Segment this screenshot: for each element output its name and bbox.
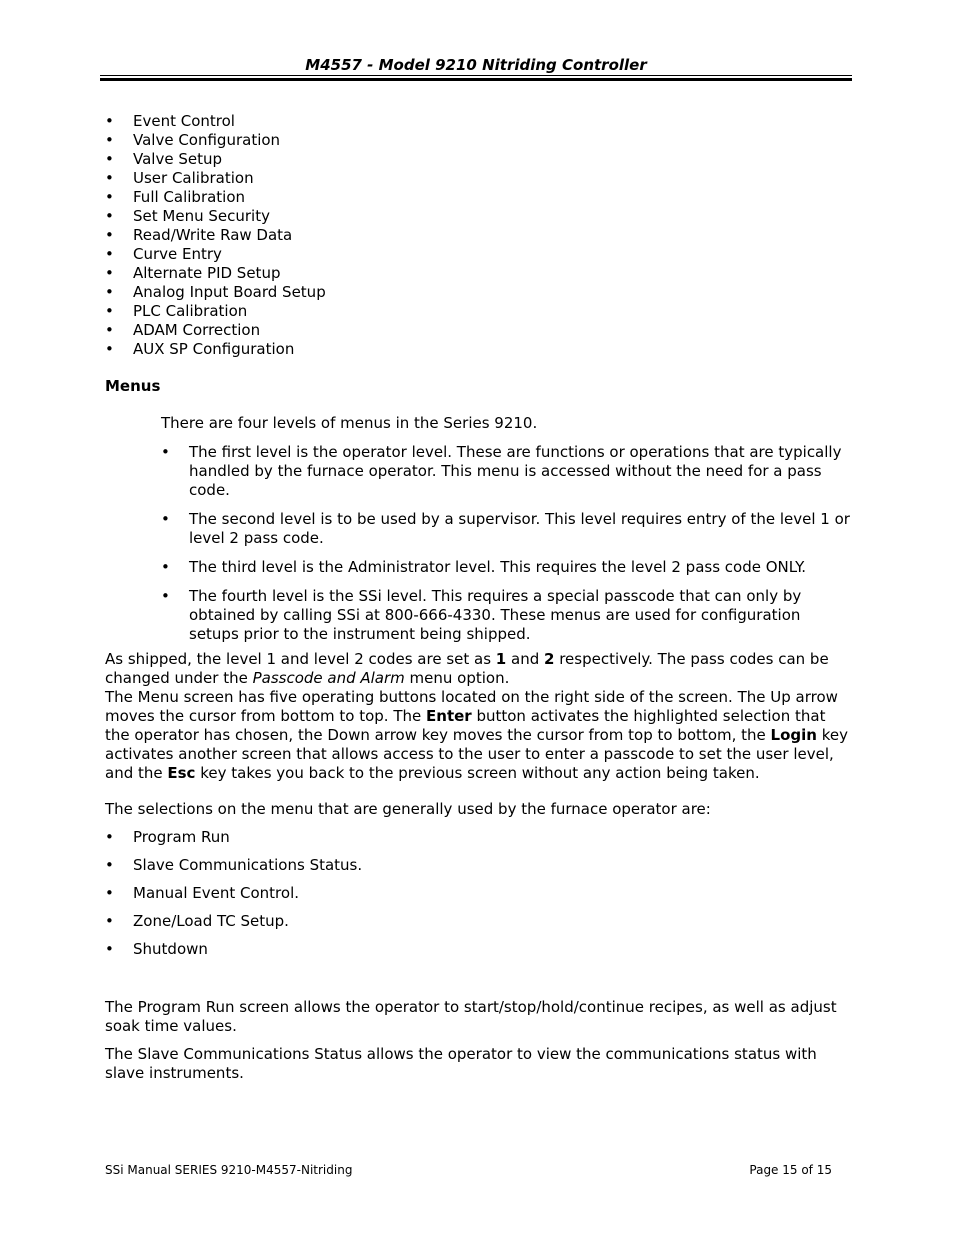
page-header-title: M4557 - Model 9210 Nitriding Controller <box>305 56 647 74</box>
list-item: • Zone/Load TC Setup. <box>105 912 362 931</box>
list-item: • AUX SP Configuration <box>105 340 326 359</box>
operator-selections-list <box>105 828 362 968</box>
list-item: • ADAM Correction <box>105 321 326 340</box>
header-rule-thick <box>100 78 852 81</box>
list-item: • Valve Configuration <box>105 131 326 150</box>
list-item: • Valve Setup <box>105 150 326 169</box>
list-item: • Curve Entry <box>105 245 326 264</box>
list-item: • PLC Calibration <box>105 302 326 321</box>
list-item: • The first level is the operator level. These are functions or operations that are typically handled by the furnace operator. This menu is accessed without the need for a pass code. <box>161 443 851 500</box>
menu-screen-paragraph: The Menu screen has five operating buttons located on the right side of the screen. The Up arrow moves the cursor from bottom to top. The Enter button activates the highlighted selection that the operator has chosen, the Down arrow key moves the cursor from top to bottom, the Login key activates another screen that allows access to the user to enter a passcode to set the user level, and the Esc key takes you back to the previous screen without any action being taken. <box>105 688 848 782</box>
menu-levels-list <box>161 443 851 654</box>
list-item: • User Calibration <box>105 169 326 188</box>
list-item: • Read/Write Raw Data <box>105 226 326 245</box>
list-item: • Shutdown <box>105 940 362 959</box>
feature-list <box>105 112 326 359</box>
program-run-paragraph: The Program Run screen allows the operator to start/stop/hold/continue recipes, as well as adjust soak time values. <box>105 998 837 1035</box>
footer-page-number: Page 15 of 15 <box>749 1163 832 1177</box>
slave-communications-paragraph: The Slave Communications Status allows the operator to view the communications status with slave instruments. <box>105 1045 817 1082</box>
list-item: • The second level is to be used by a supervisor. This level requires entry of the level 1 or level 2 pass code. <box>161 510 851 548</box>
list-item: • Event Control <box>105 112 326 131</box>
list-item: • Full Calibration <box>105 188 326 207</box>
list-item: • Alternate PID Setup <box>105 264 326 283</box>
selections-intro: The selections on the menu that are generally used by the furnace operator are: <box>105 800 711 818</box>
list-item: • The fourth level is the SSi level. This requires a special passcode that can only by obtained by calling SSi at 800-666-4330. These menus are used for configuration setups prior to the instrument being shipped. <box>161 587 851 644</box>
list-item: • Analog Input Board Setup <box>105 283 326 302</box>
menus-heading: Menus <box>105 377 161 395</box>
list-item: • The third level is the Administrator level. This requires the level 2 pass code ONLY. <box>161 558 851 577</box>
header-rule-thin <box>100 75 852 76</box>
shipped-paragraph: As shipped, the level 1 and level 2 codes are set as 1 and 2 respectively. The pass codes can be changed under the Passcode and Alarm menu option. <box>105 650 829 687</box>
list-item: • Manual Event Control. <box>105 884 362 903</box>
menus-intro: There are four levels of menus in the Series 9210. <box>161 414 538 432</box>
list-item: • Set Menu Security <box>105 207 326 226</box>
list-item: • Slave Communications Status. <box>105 856 362 875</box>
list-item: • Program Run <box>105 828 362 847</box>
footer-manual-name: SSi Manual SERIES 9210-M4557-Nitriding <box>105 1163 353 1177</box>
